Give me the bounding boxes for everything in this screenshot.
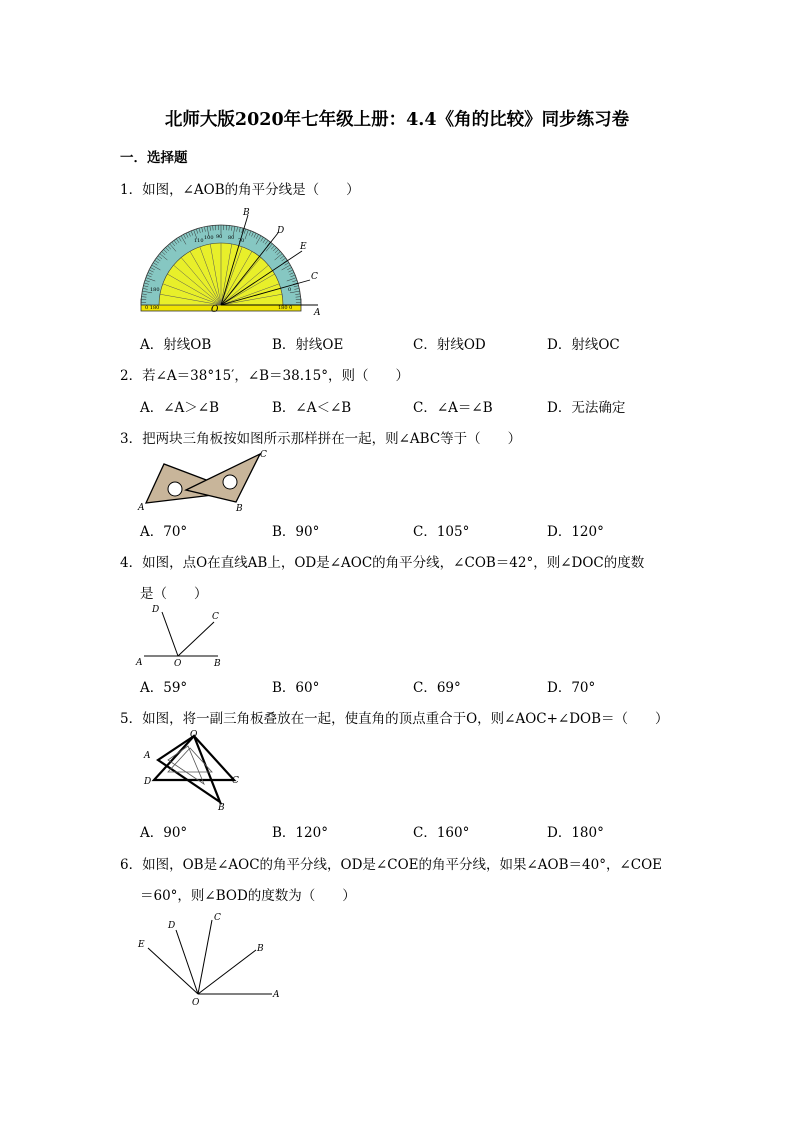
point-label: D <box>277 226 285 236</box>
page-title: 北师大版2020年七年级上册：4.4《角的比较》同步练习卷 <box>164 110 630 130</box>
option-b[interactable]: B．90° <box>272 524 320 540</box>
point-label: C <box>232 776 239 786</box>
point-label: C <box>214 913 221 923</box>
set-squares-figure <box>136 448 276 514</box>
tick-label: 180 0 <box>278 305 293 311</box>
point-label: C <box>311 272 318 282</box>
section-heading: 一．选择题 <box>120 150 188 166</box>
point-label: D <box>168 921 176 931</box>
option-a[interactable]: A．59° <box>140 680 188 696</box>
option-c[interactable]: C．69° <box>413 680 461 696</box>
point-label: A <box>144 751 151 761</box>
point-label: B <box>257 944 264 954</box>
option-b[interactable]: B．射线OE <box>272 337 344 353</box>
overlapping-set-squares-figure <box>140 728 250 814</box>
angle-bisector-figure <box>136 602 236 670</box>
point-label: O <box>174 659 182 669</box>
tick-label: 0 180 <box>145 305 160 311</box>
point-label: A <box>138 503 145 513</box>
point-label: C <box>260 450 267 460</box>
point-label: O <box>190 730 198 740</box>
point-label: B <box>236 504 243 514</box>
option-c[interactable]: C．∠A＝∠B <box>413 400 493 416</box>
question-6-stem-line-2: ＝60°，则∠BOD的度数为（ ） <box>140 888 356 904</box>
option-c[interactable]: C．105° <box>413 524 470 540</box>
option-d[interactable]: D．射线OC <box>547 337 620 353</box>
point-label: A <box>314 308 321 318</box>
point-label: E <box>300 242 307 252</box>
option-d[interactable]: D．180° <box>547 825 604 841</box>
tick-label: 100 <box>204 235 214 241</box>
protractor-figure <box>140 205 340 318</box>
point-label: B <box>243 208 250 218</box>
option-d[interactable]: D．70° <box>547 680 596 696</box>
question-4-stem-line-1: 4．如图，点O在直线AB上，OD是∠AOC的角平分线，∠COB＝42°，则∠DOC的度数 <box>120 555 645 571</box>
point-label: A <box>273 990 280 1000</box>
option-d[interactable]: D．无法确定 <box>547 400 626 416</box>
option-a[interactable]: A．射线OB <box>140 337 212 353</box>
option-c[interactable]: C．160° <box>413 825 470 841</box>
question-4-stem-line-2: 是（ ） <box>140 586 208 602</box>
tick-label: 80 <box>228 235 235 241</box>
option-b[interactable]: B．60° <box>272 680 320 696</box>
option-d[interactable]: D．120° <box>547 524 604 540</box>
tick-label: 90 <box>216 234 223 240</box>
multi-ray-angle-figure <box>136 908 286 1010</box>
point-label: C <box>212 612 219 622</box>
tick-label: 0 <box>288 287 292 293</box>
point-label: D <box>152 605 160 615</box>
question-6-stem-line-1: 6．如图，OB是∠AOC的角平分线，OD是∠COE的角平分线，如果∠AOB＝40°，∠COE <box>120 857 663 873</box>
point-label: E <box>138 940 145 950</box>
question-5-stem: 5．如图，将一副三角板叠放在一起，使直角的顶点重合于O，则∠AOC+∠DOB＝（ ） <box>120 711 669 727</box>
option-b[interactable]: B．∠A＜∠B <box>272 400 352 416</box>
tick-label: 70 <box>238 238 245 244</box>
question-3-stem: 3．把两块三角板按如图所示那样拼在一起，则∠ABC等于（ ） <box>120 431 522 447</box>
question-2-stem: 2．若∠A＝38°15′，∠B＝38.15°，则（ ） <box>120 368 409 384</box>
option-c[interactable]: C．射线OD <box>413 337 486 353</box>
point-label: B <box>218 803 225 813</box>
tick-label: 110 <box>194 238 204 244</box>
option-b[interactable]: B．120° <box>272 825 328 841</box>
point-label: B <box>214 659 221 669</box>
option-a[interactable]: A．∠A＞∠B <box>140 400 220 416</box>
tick-label: 180 <box>150 287 160 293</box>
point-label: A <box>136 658 143 668</box>
point-label: O <box>211 305 219 315</box>
option-a[interactable]: A．70° <box>140 524 188 540</box>
question-1-stem: 1．如图，∠AOB的角平分线是（ ） <box>120 182 360 198</box>
option-a[interactable]: A．90° <box>140 825 188 841</box>
point-label: O <box>192 998 200 1008</box>
point-label: D <box>144 777 152 787</box>
